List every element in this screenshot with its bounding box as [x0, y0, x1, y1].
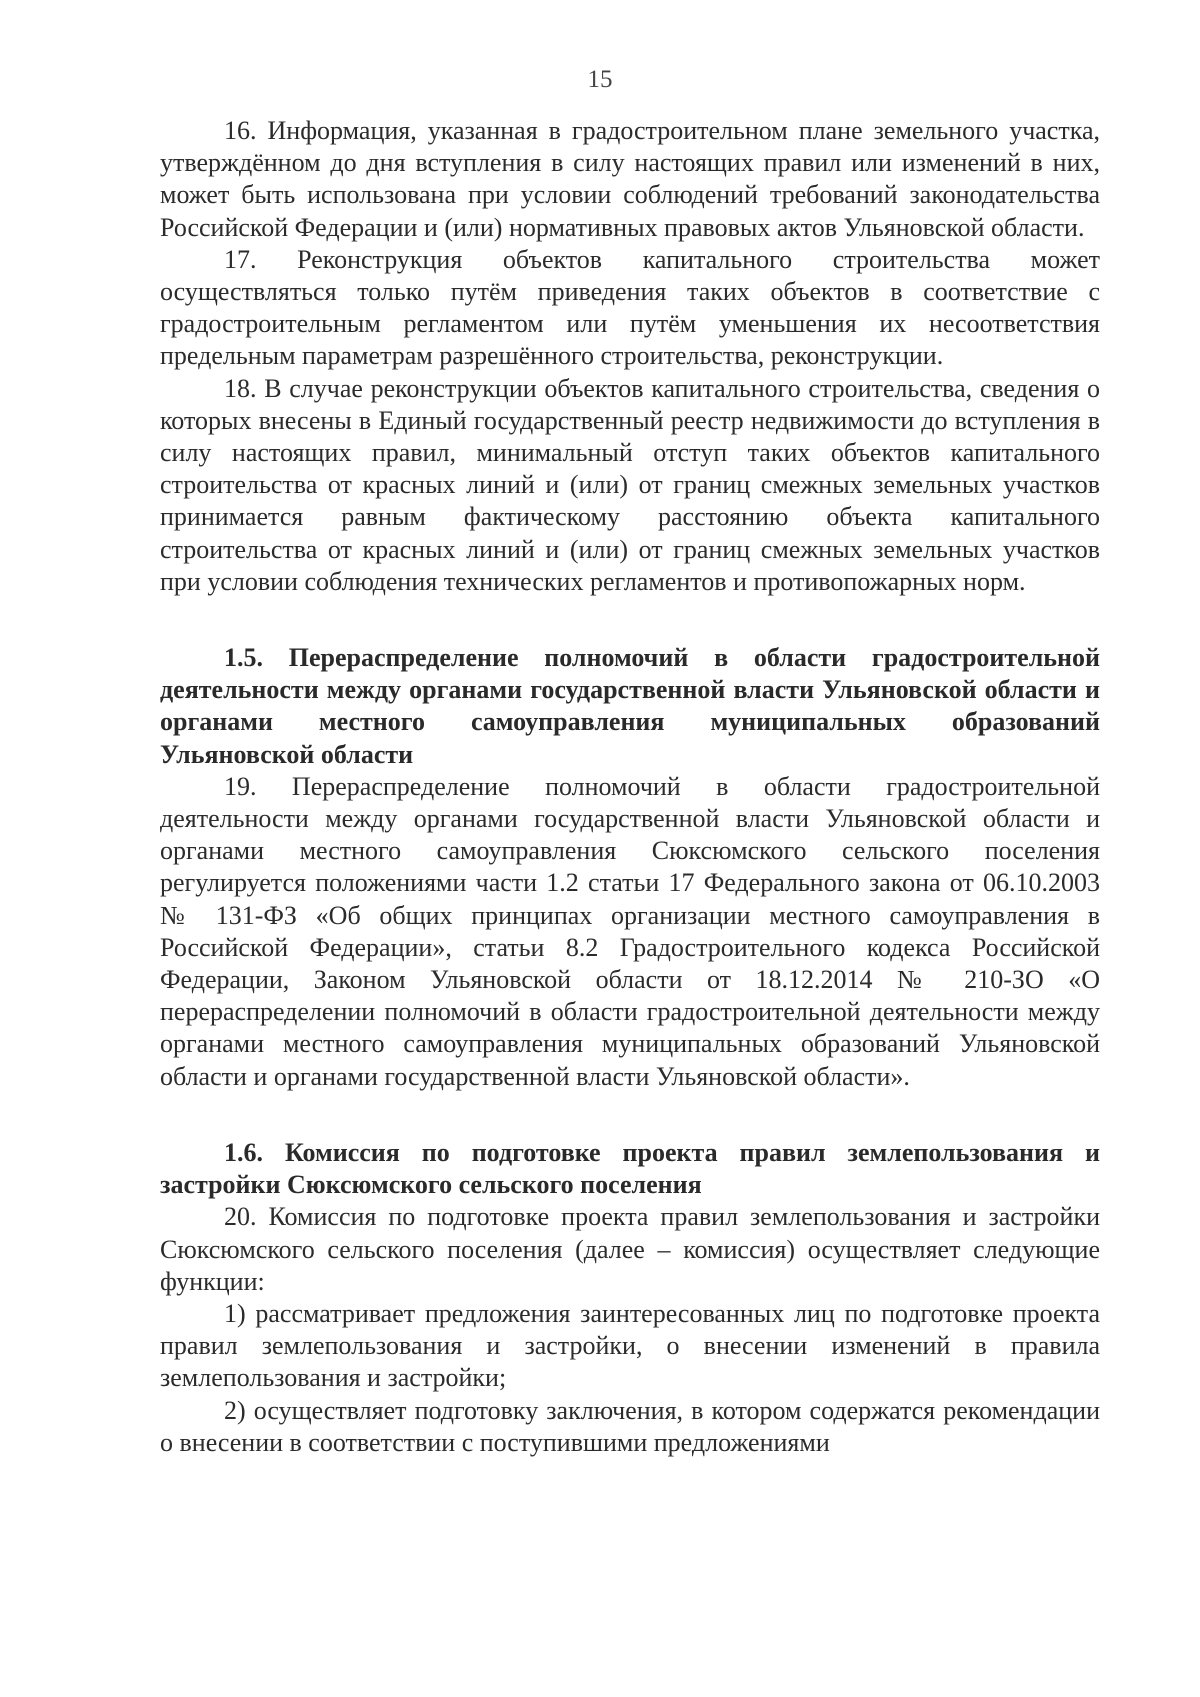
- list-item-1: 1) рассматривает предложения заинтересованных лиц по подготовке проекта правил землепользования и застройки, о внесении изменений в правила землепользования и застройки;: [160, 1298, 1100, 1393]
- section-gap: [160, 598, 1100, 642]
- section-heading-1-5: 1.5. Перераспределение полномочий в области градостроительной деятельности между органами государственной власти Ульяновской области и органами местного самоуправления муниципальных образований Ульяновской области: [160, 643, 1100, 769]
- paragraph-19: 19. Перераспределение полномочий в области градостроительной деятельности между органами государственной власти Ульяновской области и органами местного самоуправления Сюксюмского сельского поселения регулируется положениями части 1.2 статьи 17 Федерального закона от 06.10.2003 № 131-ФЗ «Об общих принципах организации местного самоуправления в Российской Федерации», статьи 8.2 Градостроительного кодекса Российской Федерации, Законом Ульяновской области от 18.12.2014 № 210-ЗО «О перераспределении полномочий в области градостроительной деятельности между органами местного самоуправления муниципальных образований Ульяновской области и органами государственной власти Ульяновской области».: [160, 771, 1100, 1091]
- page-number: 15: [587, 66, 613, 93]
- paragraph-20: 20. Комиссия по подготовке проекта правил землепользования и застройки Сюксюмского сельского поселения (далее – комиссия) осуществляет следующие функции:: [160, 1202, 1100, 1296]
- section-heading-1-6: 1.6. Комиссия по подготовке проекта правил землепользования и застройки Сюксюмского сельского поселения: [160, 1137, 1100, 1200]
- paragraph-18: 18. В случае реконструкции объектов капитального строительства, сведения о которых внесены в Единый государственный реестр недвижимости до вступления в силу настоящих правил, минимальный отступ таких объектов капитального строительства от красных линий и (или) от границ смежных земельных участков принимается равным фактическому расстоянию объекта капитального строительства от красных линий и (или) от границ смежных земельных участков при условии соблюдения технических регламентов и противопожарных норм.: [160, 373, 1100, 596]
- paragraph-17: 17. Реконструкция объектов капитального строительства может осуществляться только путём приведения таких объектов в соответствие с градостроительным регламентом или путём уменьшения их несоответствия предельным параметрам разрешённого строительства, реконструкции.: [160, 244, 1100, 371]
- list-item-2: 2) осуществляет подготовку заключения, в котором содержатся рекомендации о внесении в соответствии с поступившими предложениями: [160, 1395, 1100, 1457]
- section-gap: [160, 1093, 1100, 1137]
- paragraph-16: 16. Информация, указанная в градостроительном плане земельного участка, утверждённом до дня вступления в силу настоящих правил или изменений в них, может быть использована при условии соблюдений требований законодательства Российской Федерации и (или) нормативных правовых актов Ульяновской области.: [160, 116, 1100, 242]
- document-body: [160, 115, 1100, 1459]
